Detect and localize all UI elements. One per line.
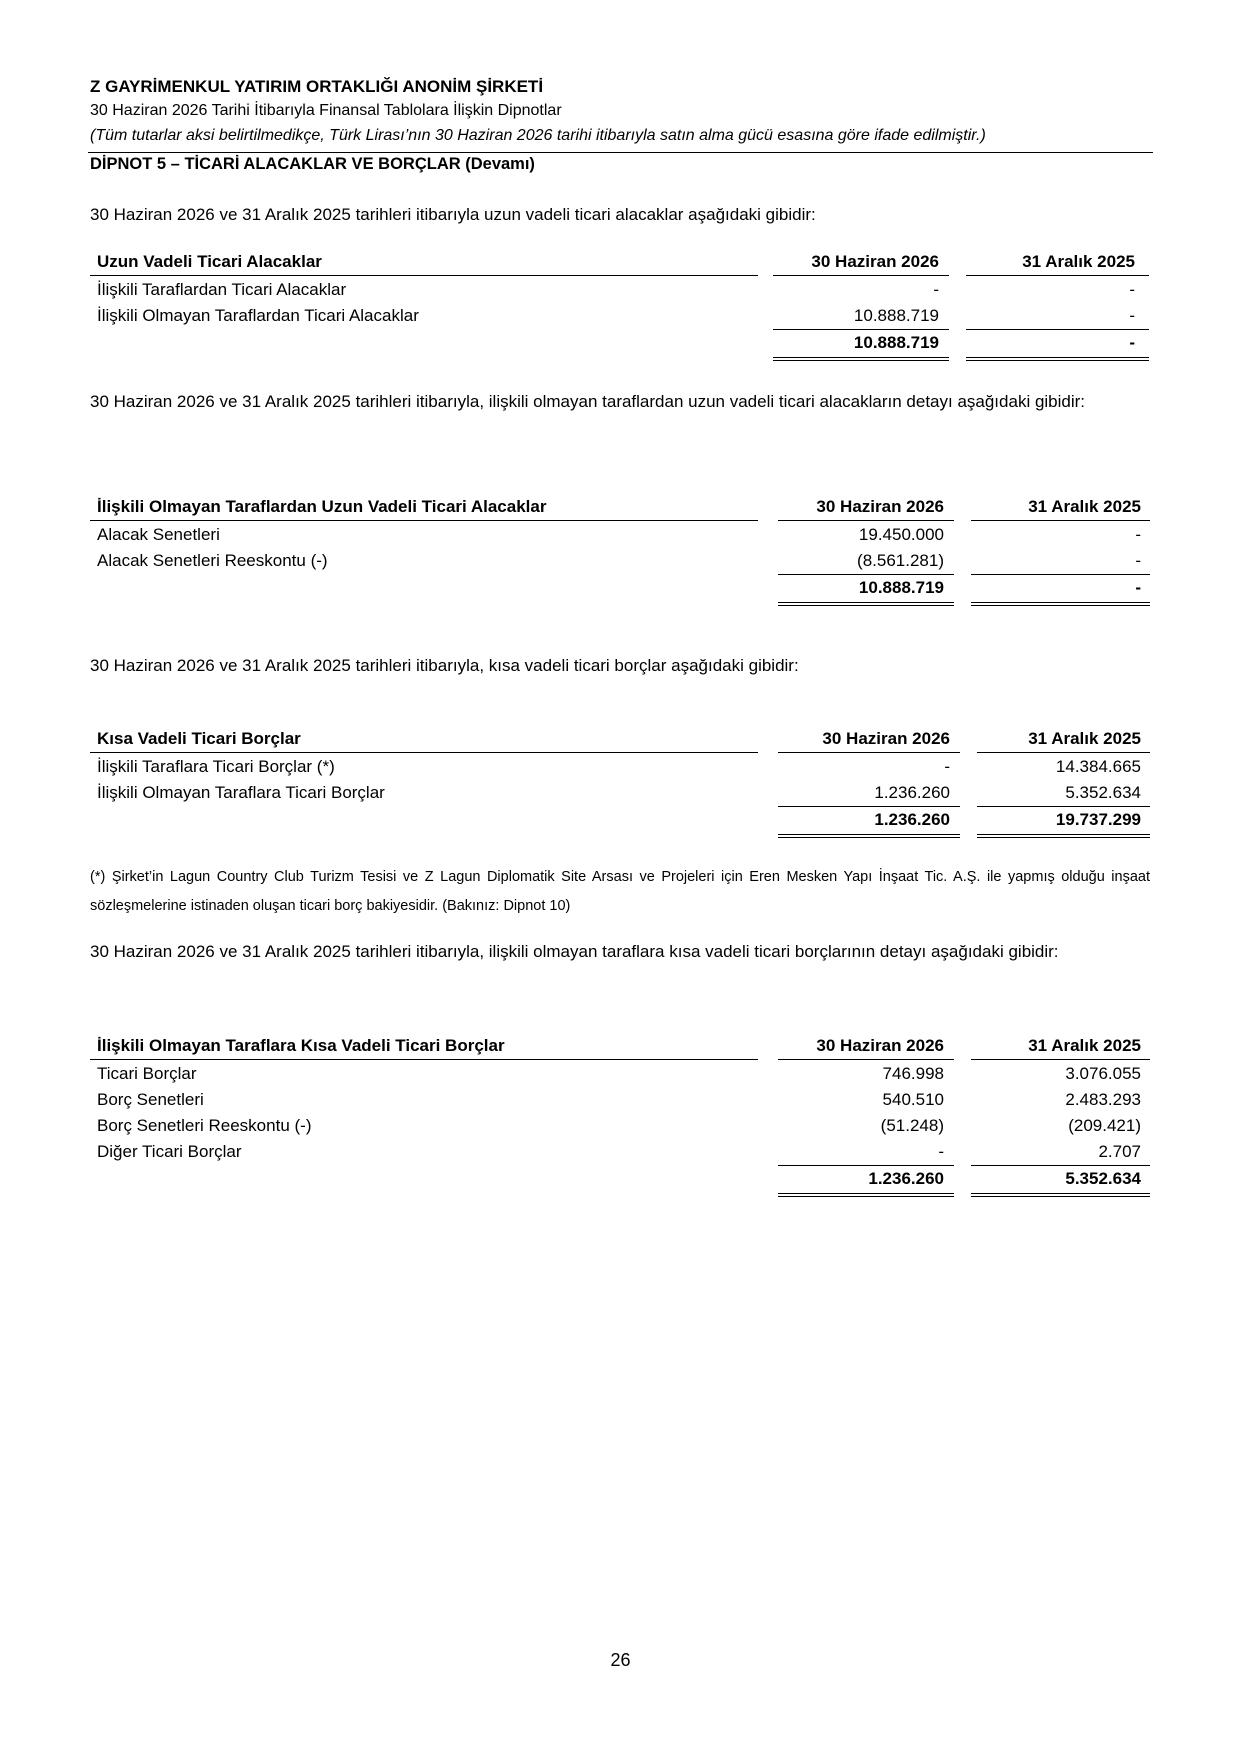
table-total-value: 10.888.719 [853, 333, 939, 352]
table-cell-value: 19.450.000 [858, 525, 944, 544]
subtotal-rule [971, 574, 1150, 575]
subtotal-rule [778, 806, 960, 807]
table-cell-value: 540.510 [882, 1090, 944, 1109]
intro-paragraph-2: 30 Haziran 2026 ve 31 Aralık 2025 tarihleri itibarıyla, ilişkili olmayan taraflardan uzun vadeli ticari alacakların detayı aşağıdaki gibidir: [90, 392, 1086, 411]
table-cell-value: 5.352.634 [1065, 783, 1141, 802]
header-underline [971, 1059, 1150, 1060]
total-double-rule [778, 1193, 954, 1197]
table-row-label: Ticari Borçlar [97, 1064, 197, 1083]
header-underline [778, 1059, 954, 1060]
intro-paragraph-4: 30 Haziran 2026 ve 31 Aralık 2025 tarihleri itibarıyla, ilişkili olmayan taraflara kısa vadeli ticari borçlarının detayı aşağıdaki gibidir: [90, 942, 1059, 961]
currency-note: (Tüm tutarlar aksi belirtilmedikçe, Türk Lirası’nın 30 Haziran 2026 tarihi itibarıyla satın alma gücü esasına göre ifade edilmiştir.) [90, 127, 986, 144]
table-cell-value: 10.888.719 [853, 306, 939, 325]
table-cell-value: (51.248) [880, 1116, 944, 1135]
table-cell-value: 2.707 [1098, 1142, 1141, 1161]
header-underline [90, 1059, 758, 1060]
subtotal-rule [977, 806, 1150, 807]
table-total-value: 1.236.260 [868, 1169, 944, 1188]
header-underline [773, 275, 949, 276]
total-double-rule [966, 357, 1149, 361]
header-underline [90, 752, 758, 753]
table-cell-value: (8.561.281) [857, 551, 944, 570]
table-cell-value: - [1129, 306, 1135, 325]
table-header-col1: 30 Haziran 2026 [811, 252, 939, 271]
table-total-value: 19.737.299 [1055, 810, 1141, 829]
header-underline [90, 275, 758, 276]
header-underline [971, 520, 1150, 521]
table-cell-value: - [1135, 551, 1141, 570]
header-underline [778, 752, 960, 753]
total-double-rule [971, 1193, 1150, 1197]
total-double-rule [773, 357, 949, 361]
table-total-value: - [1135, 578, 1141, 597]
total-double-rule [977, 834, 1150, 838]
table-cell-value: - [1135, 525, 1141, 544]
table-header-col1: 30 Haziran 2026 [816, 1036, 944, 1055]
table-cell-value: 746.998 [882, 1064, 944, 1083]
table-cell-value: 2.483.293 [1065, 1090, 1141, 1109]
table-header-label: İlişkili Olmayan Taraflara Kısa Vadeli Ticari Borçlar [97, 1036, 505, 1055]
table-cell-value: 3.076.055 [1065, 1064, 1141, 1083]
company-name: Z GAYRİMENKUL YATIRIM ORTAKLIĞI ANONİM ŞİRKETİ [90, 77, 544, 96]
table-header-label: İlişkili Olmayan Taraflardan Uzun Vadeli Ticari Alacaklar [97, 497, 547, 516]
total-double-rule [778, 602, 954, 606]
table-row-label: Alacak Senetleri Reeskontu (-) [97, 551, 328, 570]
table-header-label: Uzun Vadeli Ticari Alacaklar [97, 252, 322, 271]
table-header-col2: 31 Aralık 2025 [1028, 1036, 1141, 1055]
table-row-label: İlişkili Taraflara Ticari Borçlar (*) [97, 757, 335, 776]
table-cell-value: - [944, 757, 950, 776]
table-row-label: Alacak Senetleri [97, 525, 220, 544]
table-total-value: - [1129, 333, 1135, 352]
intro-paragraph-1: 30 Haziran 2026 ve 31 Aralık 2025 tarihleri itibarıyla uzun vadeli ticari alacaklar aşağıdaki gibidir: [90, 205, 816, 224]
table-header-col2: 31 Aralık 2025 [1028, 729, 1141, 748]
total-double-rule [971, 602, 1150, 606]
subtotal-rule [966, 329, 1149, 330]
subtotal-rule [971, 1165, 1150, 1166]
table-header-col1: 30 Haziran 2026 [816, 497, 944, 516]
table-cell-value: 14.384.665 [1055, 757, 1141, 776]
table-total-value: 10.888.719 [858, 578, 944, 597]
intro-paragraph-3: 30 Haziran 2026 ve 31 Aralık 2025 tarihleri itibarıyla, kısa vadeli ticari borçlar aşağıdaki gibidir: [90, 656, 799, 675]
table-total-value: 1.236.260 [874, 810, 950, 829]
subtotal-rule [778, 1165, 954, 1166]
report-subtitle: 30 Haziran 2026 Tarihi İtibarıyla Finansal Tablolara İlişkin Dipnotlar [90, 102, 562, 119]
table-cell-value: - [933, 280, 939, 299]
header-underline [90, 520, 758, 521]
header-underline [778, 520, 954, 521]
table-header-col2: 31 Aralık 2025 [1028, 497, 1141, 516]
table-cell-value: (209.421) [1068, 1116, 1141, 1135]
header-underline [966, 275, 1149, 276]
header-divider [88, 152, 1153, 153]
table-row-label: Diğer Ticari Borçlar [97, 1142, 242, 1161]
subtotal-rule [773, 329, 949, 330]
subtotal-rule [778, 574, 954, 575]
table-row-label: İlişkili Olmayan Taraflardan Ticari Alacaklar [97, 306, 419, 325]
table-cell-value: - [938, 1142, 944, 1161]
table-footnote: (*) Şirket’in Lagun Country Club Turizm Tesisi ve Z Lagun Diplomatik Site Arsası ve Projeleri için Eren Mesken Yapı İnşaat Tic. A.Ş. ile yapmış olduğu inşaat sözleşmelerine istinaden oluşan ticari borç bakiyesidir. (Bakınız: Dipnot 10) [90, 869, 1150, 914]
table-total-value: 5.352.634 [1065, 1169, 1141, 1188]
table-header-label: Kısa Vadeli Ticari Borçlar [97, 729, 301, 748]
table-header-col2: 31 Aralık 2025 [1022, 252, 1135, 271]
total-double-rule [778, 834, 960, 838]
table-row-label: İlişkili Taraflardan Ticari Alacaklar [97, 280, 347, 299]
table-row-label: İlişkili Olmayan Taraflara Ticari Borçlar [97, 783, 385, 802]
table-row-label: Borç Senetleri Reeskontu (-) [97, 1116, 312, 1135]
page-number: 26 [610, 1650, 631, 1670]
section-title: DİPNOT 5 – TİCARİ ALACAKLAR VE BORÇLAR (Devamı) [90, 155, 535, 173]
table-header-col1: 30 Haziran 2026 [822, 729, 950, 748]
header-underline [977, 752, 1150, 753]
table-cell-value: 1.236.260 [874, 783, 950, 802]
table-row-label: Borç Senetleri [97, 1090, 204, 1109]
table-cell-value: - [1129, 280, 1135, 299]
